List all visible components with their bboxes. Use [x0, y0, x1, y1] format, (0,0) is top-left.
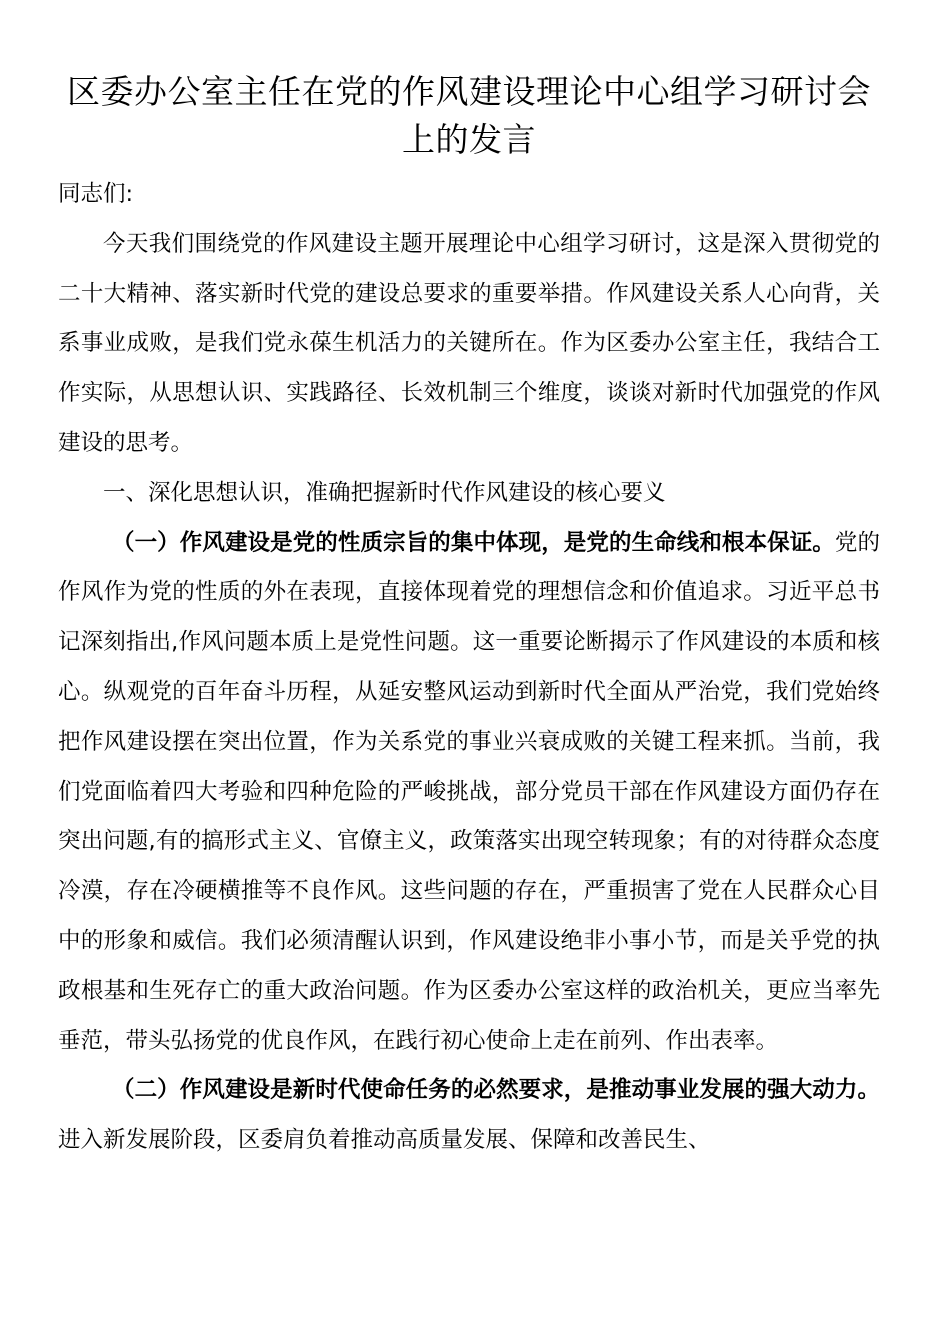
subsection-heading-2: （二）作风建设是新时代使命任务的必然要求，是推动事业发展的强大动力。: [112, 1077, 880, 1104]
salutation: 同志们:: [58, 181, 134, 207]
subsection-body-2: 进入新发展阶段，区委肩负着推动高质量发展、保障和改善民生、: [58, 1127, 711, 1154]
document-body: [58, 170, 880, 1166]
intro-paragraph: 今天我们围绕党的作风建设主题开展理论中心组学习研讨，这是深入贯彻党的二十大精神、落实新时代党的建设总要求的重要举措。作风建设关系人心向背，关系事业成败，是我们党永葆生机活力的关键所在。作为区委办公室主任，我结合工作实际，从思想认识、实践路径、长效机制三个维度，谈谈对新时代加强党的作风建设的思考。: [58, 230, 880, 456]
subsection-body-1: 党的作风作为党的性质的外在表现，直接体现着党的理想信念和价值追求。习近平总书记深刻指出,作风问题本质上是党性问题。这一重要论断揭示了作风建设的本质和核心。纵观党的百年奋斗历程，从延安整风运动到新时代全面从严治党，我们党始终把作风建设摆在突出位置，作为关系党的事业兴衰成败的关键工程来抓。当前，我们党面临着四大考验和四种危险的严峻挑战，部分党员干部在作风建设方面仍存在突出问题,有的搞形式主义、官僚主义，政策落实出现空转现象；有的对待群众态度冷漠，存在冷硬横推等不良作风。这些问题的存在，严重损害了党在人民群众心目中的形象和威信。我们必须清醒认识到，作风建设绝非小事小节，而是关乎党的执政根基和生死存亡的重大政治问题。作为区委办公室这样的政治机关，更应当率先垂范，带头弘扬党的优良作风，在践行初心使命上走在前列、作出表率。: [58, 529, 880, 1054]
subsection-paragraph-1: [58, 519, 880, 1067]
subsection-heading-1: （一）作风建设是党的性质宗旨的集中体现，是党的生命线和根本保证。: [112, 529, 835, 556]
section-heading-1: 一、深化思想认识，准确把握新时代作风建设的核心要义: [103, 479, 666, 506]
subsection-paragraph-2: [58, 1066, 880, 1166]
document-title: 区委办公室主任在党的作风建设理论中心组学习研讨会上的发言: [67, 72, 871, 159]
